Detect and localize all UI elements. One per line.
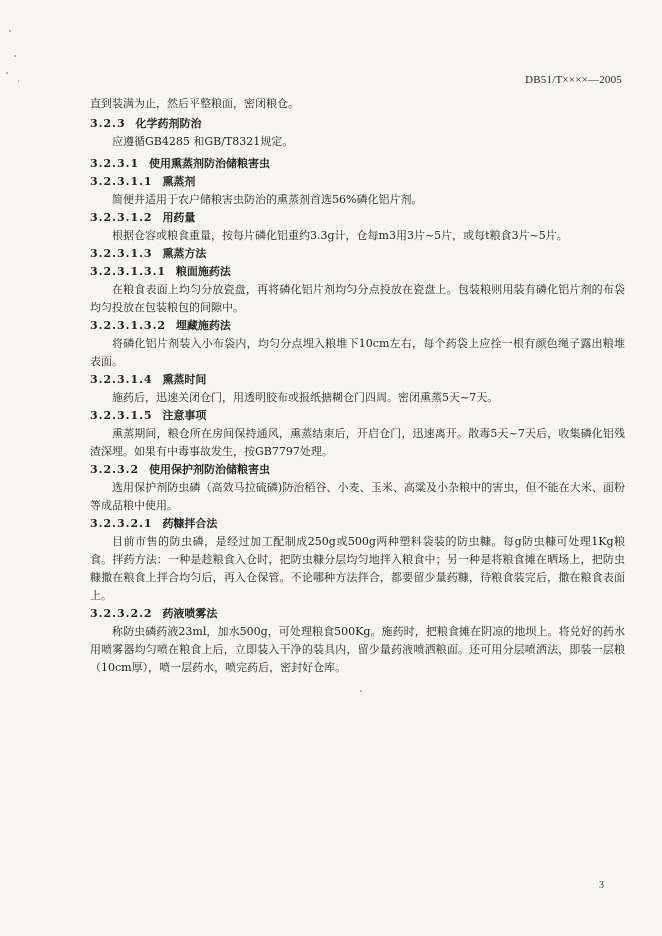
paragraph-3-2-3-2-2: 称防虫磷药液23ml，加水500g，可处理粮食500Kg。施药时，把粮食摊在阴凉的地坝上。将兑好的药水用喷雾器均匀喷在粮食上后，立即装入干净的装具内，留少量药液喷洒粮面。还可用分层喷洒法，即装一层粮（10cm厚），喷一层药水，喷完药后，密封好仓库。 <box>90 625 625 674</box>
document-body <box>90 95 625 677</box>
paragraph-3-2-3-2-1: 目前市售的防虫磷，是经过加工配制成250g或500g两种塑料袋装的防虫糠。每g防虫糠可处理1Kg粮食。拌药方法：一种是趁粮食入仓时，把防虫糠分层均匀地拌入粮食中；另一种是将粮食摊在晒场上，把防虫糠撒在粮食上拌合均匀后，再入仓保管。不论哪种方法拌合，都要留少量药糠，待粮食装完后，撒在粮食表面上。 <box>90 535 625 602</box>
section-title: 化学药剂防治 <box>135 117 202 130</box>
section-heading-3-2-3-2-1 <box>90 515 625 533</box>
scan-speck <box>9 30 11 32</box>
section-number: 3.2.3.2.1 <box>90 517 153 530</box>
section-number: 3.2.3.1.2 <box>90 211 153 224</box>
section-number: 3.2.3.1.5 <box>90 409 153 422</box>
scan-speck <box>6 72 8 74</box>
section-title: 粮面施药法 <box>175 265 231 278</box>
section-title: 药糠拌合法 <box>162 517 218 530</box>
section-number: 3.2.3.1.4 <box>90 373 153 386</box>
section-title: 熏蒸方法 <box>162 247 207 260</box>
scan-speck <box>360 690 362 692</box>
section-title: 熏蒸时间 <box>162 373 207 386</box>
section-heading-3-2-3-1-3-1 <box>90 263 625 281</box>
section-number: 3.2.3.2.2 <box>90 607 153 620</box>
section-number: 3.2.3.1 <box>90 157 140 170</box>
section-number: 3.2.3.1.3.1 <box>90 265 167 278</box>
section-title: 使用保护剂防治储粮害虫 <box>148 463 270 476</box>
paragraph-3-2-3: 应遵循GB4285 和GB/T8321规定。 <box>112 135 294 148</box>
section-heading-3-2-3-1-2 <box>90 209 625 227</box>
section-number: 3.2.3 <box>90 117 126 130</box>
section-title: 注意事项 <box>162 409 207 422</box>
section-number: 3.2.3.1.1 <box>90 175 153 188</box>
section-heading-3-2-3-2 <box>90 461 625 479</box>
section-heading-3-2-3-1-5 <box>90 407 625 425</box>
section-heading-3-2-3-2-2 <box>90 605 625 623</box>
paragraph-3-2-3-1-1: 简便并适用于农户储粮害虫防治的熏蒸剂首选56%磷化铝片剂。 <box>112 193 423 206</box>
paragraph-3-2-3-1-2: 根据仓容或粮食重量，按每片磷化铝重约3.3g计，仓每m3用3片~5片，或每t粮食3片~5片。 <box>112 229 568 242</box>
paragraph-3-2-3-1-3-1: 在粮食表面上均匀分放瓷盘，再将磷化铝片剂均匀分点投放在瓷盘上。包装粮则用装有磷化铝片剂的布袋均匀投放在包装粮包的间隙中。 <box>90 283 625 314</box>
document-code: DB51/T××××—2005 <box>525 74 622 86</box>
section-title: 埋藏施药法 <box>175 319 231 332</box>
section-title: 用药量 <box>162 211 196 224</box>
section-title: 使用熏蒸剂防治储粮害虫 <box>148 157 270 170</box>
scan-speck <box>18 80 19 82</box>
paragraph-3-2-3-1-3-2: 将磷化铝片剂装入小布袋内，均匀分点埋入粮堆下10cm左右，每个药袋上应拴一根有颜色绳子露出粮堆表面。 <box>90 337 625 368</box>
section-title: 药液喷雾法 <box>162 607 218 620</box>
paragraph-3-2-3-1-5: 熏蒸期间，粮仓所在房间保持通风，熏蒸结束后，开启仓门，迅速离开。散毒5天~7天后，收集磷化铝残渣深埋。如果有中毒事故发生，按GB7797处理。 <box>90 427 625 458</box>
section-heading-3-2-3-1 <box>90 155 625 173</box>
section-heading-3-2-3-1-3 <box>90 245 625 263</box>
page-number: 3 <box>599 880 604 891</box>
section-number: 3.2.3.1.3.2 <box>90 319 167 332</box>
paragraph-3-2-3-2: 选用保护剂防虫磷（高效马拉硫磷)防治稻谷、小麦、玉米、高粱及小杂粮中的害虫，但不能在大米、面粉等成品粮中使用。 <box>90 481 625 512</box>
section-title: 熏蒸剂 <box>162 175 196 188</box>
paragraph-continuation: 直到装满为止，然后平整粮面，密闭粮仓。 <box>90 97 299 110</box>
section-number: 3.2.3.1.3 <box>90 247 153 260</box>
section-heading-3-2-3-1-4 <box>90 371 625 389</box>
section-heading-3-2-3-1-1 <box>90 173 625 191</box>
scan-speck <box>14 55 16 57</box>
section-number: 3.2.3.2 <box>90 463 140 476</box>
section-heading-3-2-3-1-3-2 <box>90 317 625 335</box>
paragraph-3-2-3-1-4: 施药后，迅速关闭仓门，用透明胶布或报纸搪糊仓门四周。密闭熏蒸5天~7天。 <box>112 391 499 404</box>
section-heading-3-2-3 <box>90 115 625 133</box>
